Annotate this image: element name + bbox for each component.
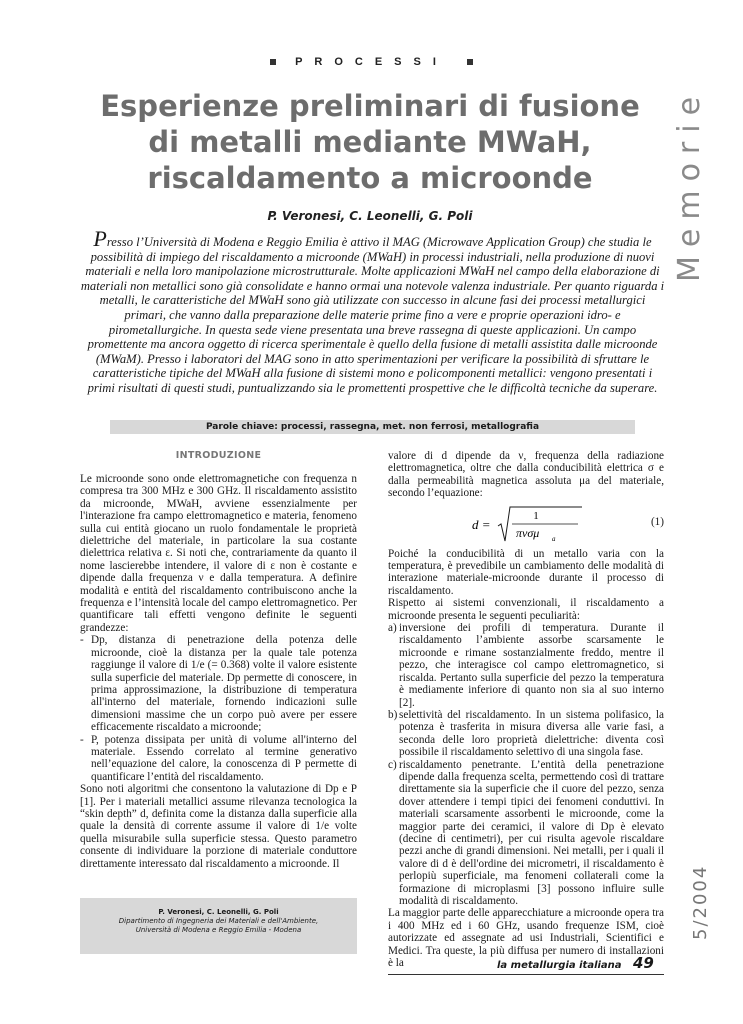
abstract bbox=[80, 226, 665, 396]
list-item-text: riscaldamento penetrante. L’entità della penetrazione dipende dalla frequenza scelta, permettendo così di trattare direttamente sia la superficie che il cuore del pezzo, senza dover attendere i tempi tipici dei fenomeni conduttivi. In materiali scarsamente assorbenti le microonde, come la maggior parte dei ceramici, il valore di Dp è elevato (decine di centimetri), per cui risulta agevole riscaldare pezzi anche di grandi dimensioni. Nei metalli, per i quali il valore di d è dell'ordine dei micrometri, il riscaldamento è perlopiù superficiale, ma fenomeni collaterali come la formazione di microplasmi [3] possono influire sulle modalità di riscaldamento. bbox=[399, 758, 664, 907]
title-line: Esperienze preliminari di fusione bbox=[100, 89, 640, 123]
affiliation-box bbox=[80, 898, 357, 954]
list-item-text: Dp, distanza di penetrazione della potenza delle microonde, cioè la distanza per la quale tale potenza raggiunge il valore di 1/e (= 0.368) volte il valore esistente sulla superficie del materiale. Dp permette di conoscere, in prima approssimazione, la distribuzione di temperatura all'interno del materiale, fornendo indicazioni sulle dimensioni massime che un corpo può avere per essere efficacemente riscaldato a microonde; bbox=[91, 634, 357, 734]
paragraph: Rispetto ai sistemi convenzionali, il riscaldamento a microonde presenta le seguenti peculiarità: bbox=[388, 597, 664, 622]
square-bullet-icon bbox=[270, 59, 276, 65]
equation-graphic bbox=[472, 504, 592, 546]
keywords-bar: Parole chiave: processi, rassegna, met. non ferrosi, metallografia bbox=[110, 420, 635, 434]
paragraph: Poiché la conducibilità di un metallo varia con la temperatura, è prevedibile un cambiamento delle modalità di interazione materiale-microonde durante il processo di riscaldamento. bbox=[388, 547, 664, 597]
list-item bbox=[80, 634, 357, 733]
equation-number: (1) bbox=[650, 515, 664, 528]
list-item bbox=[80, 734, 357, 784]
section-heading: INTRODUZIONE bbox=[175, 450, 262, 461]
list-item bbox=[388, 709, 664, 759]
equation-subscript: a bbox=[552, 534, 556, 543]
title-line: riscaldamento a microonde bbox=[147, 161, 593, 195]
left-column bbox=[80, 450, 357, 954]
authors: P. Veronesi, C. Leonelli, G. Poli bbox=[267, 209, 473, 223]
paragraph: Le microonde sono onde elettromagnetiche con frequenza n compresa tra 300 MHz e 300 GHz. Il riscaldamento assistito da microonde, MWaH, avviene essenzialmente per l'interazione fra campo elettromagnetico e materia, fenomeno sulla cui entità giocano un ruolo fondamentale le proprietà dielettriche del materiale, in particolare la sua costante dielettrica relativa ε. Si noti che, contrariamente da quanto il nome lascierebbe intendere, il valore di ε non è costante e dipende dalla frequenza ν e dalla temperatura. A definire modalità e entità del riscaldamento contribuiscono anche la frequenza e l’intensità locale del campo elettromagnetico. Per quantificare tali effetti vengono definite le seguenti grandezze: bbox=[80, 473, 357, 634]
list-marker: - bbox=[80, 733, 84, 746]
right-column bbox=[388, 450, 664, 969]
list-item bbox=[388, 759, 664, 908]
page-number: 49 bbox=[633, 954, 654, 972]
equation-lhs: d = bbox=[472, 516, 491, 532]
equation-numerator: 1 bbox=[533, 509, 539, 522]
list-marker: c) bbox=[388, 758, 397, 771]
equation-denominator: πνσμ bbox=[516, 525, 540, 540]
list-item-text: P, potenza dissipata per unità di volume all'interno del materiale. Essendo correlato al termine generativo nell’equazione del calore, la conoscenza di P permette di quantificare l’entità del riscaldamento. bbox=[91, 733, 357, 783]
affiliation-names: P. Veronesi, C. Leonelli, G. Poli bbox=[158, 908, 279, 916]
affiliation-line: Dipartimento di Ingegneria dei Materiali e dell'Ambiente, bbox=[118, 917, 319, 925]
abstract-body: resso l’Università di Modena e Reggio Emilia è attivo il MAG (Microwave Application Group) che studia le possibilità di impiego del riscaldamento a microonde (MWaH) in processi industriali, nella produzione di nuovi materiali e nella loro manipolazione microstrutturale. Molte applicazioni MWaH nel campo della elaborazione di materiali non metallici sono già consolidate e hanno ormai una notevole valenza industriale. Per quanto riguarda i metalli, le caratteristiche del MWaH sono già utilizzate con successo in alcune fasi dei processi metallurgici primari, che vanno dalla preparazione delle materie prime fino a vere e proprie operazioni idro- e pirometallurgiche. In questa sede viene presentata una breve rassegna di queste applicazioni. Un campo promettente ma ancora oggetto di ricerca sperimentale è quello della fusione di metalli assistita dalle microonde (MWaM). Presso i laboratori del MAG sono in atto sperimentazioni per verificare la possibilità di sfruttare le caratteristiche tipiche del MWaH alla fusione di sistemi mono e policomponenti metallici: vengono presentati i primi risultati di questi studi, puntualizzando sia le promettenti prospettive che le difficoltà tecniche da superare. bbox=[80, 235, 665, 395]
abstract-dropcap: P bbox=[93, 226, 107, 251]
footer-rule bbox=[388, 974, 664, 975]
list-marker: - bbox=[80, 634, 84, 647]
paragraph: Sono noti algoritmi che consentono la valutazione di Dp e P [1]. Per i materiali metallici assume rilevanza tecnologica la “skin depth” d, definita come la distanza dalla superficie alla quale la densità di corrente assume il valore di 1/e volte quella misurabile sulla superficie stessa. Questo parametro consente di individuare la porzione di materiale conduttore direttamente interessato dal riscaldamento a microonde. Il bbox=[80, 783, 357, 870]
list-item bbox=[388, 622, 664, 709]
section-tag bbox=[0, 56, 743, 68]
side-label: Memorie bbox=[672, 87, 707, 282]
paragraph: La maggior parte delle apparecchiature a microonde opera tra i 400 MHz ed i 60 GHz, usando frequenze ISM, cioè autorizzate ed assegnate ad usi Industriali, Scientifici e Medici. Tra queste, la più diffusa per numero di installazioni è la bbox=[388, 907, 664, 970]
list-item-text: inversione dei profili di temperatura. Durante il riscaldamento l’ambiente assorbe scarsamente le microonde e rimane sostanzialmente freddo, mentre il pezzo, che interagisce col campo elettromagnetico, si riscalda. Pertanto sulla superficie del pezzo la temperatura è mediamente inferiore di quanto non sia al suo interno [2]. bbox=[399, 622, 664, 709]
list-marker: b) bbox=[388, 708, 398, 721]
affiliation-line: Università di Modena e Reggio Emilia - Modena bbox=[135, 926, 302, 934]
article-title bbox=[100, 88, 640, 196]
list-item-text: selettività del riscaldamento. In un sistema polifasico, la potenza è trasferita in misura diversa alle varie fasi, a seconda delle loro proprietà dielettriche: diventa così possibile il riscaldamento selettivo di una singola fase. bbox=[399, 708, 664, 759]
paragraph: valore di d dipende da ν, frequenza della radiazione elettromagnetica, oltre che dalla conducibilità elettrica σ e dalla permeabilità magnetica assoluta μa del materiale, secondo l’equazione: bbox=[388, 450, 664, 500]
list-marker: a) bbox=[388, 622, 397, 635]
square-bullet-icon bbox=[467, 59, 473, 65]
title-line: di metalli mediante MWaH, bbox=[148, 125, 592, 159]
section-tag-label: PROCESSI bbox=[295, 56, 448, 68]
side-year: 5/2004 bbox=[690, 864, 711, 940]
journal-name: la metallurgia italiana bbox=[497, 960, 622, 971]
equation bbox=[388, 504, 664, 546]
